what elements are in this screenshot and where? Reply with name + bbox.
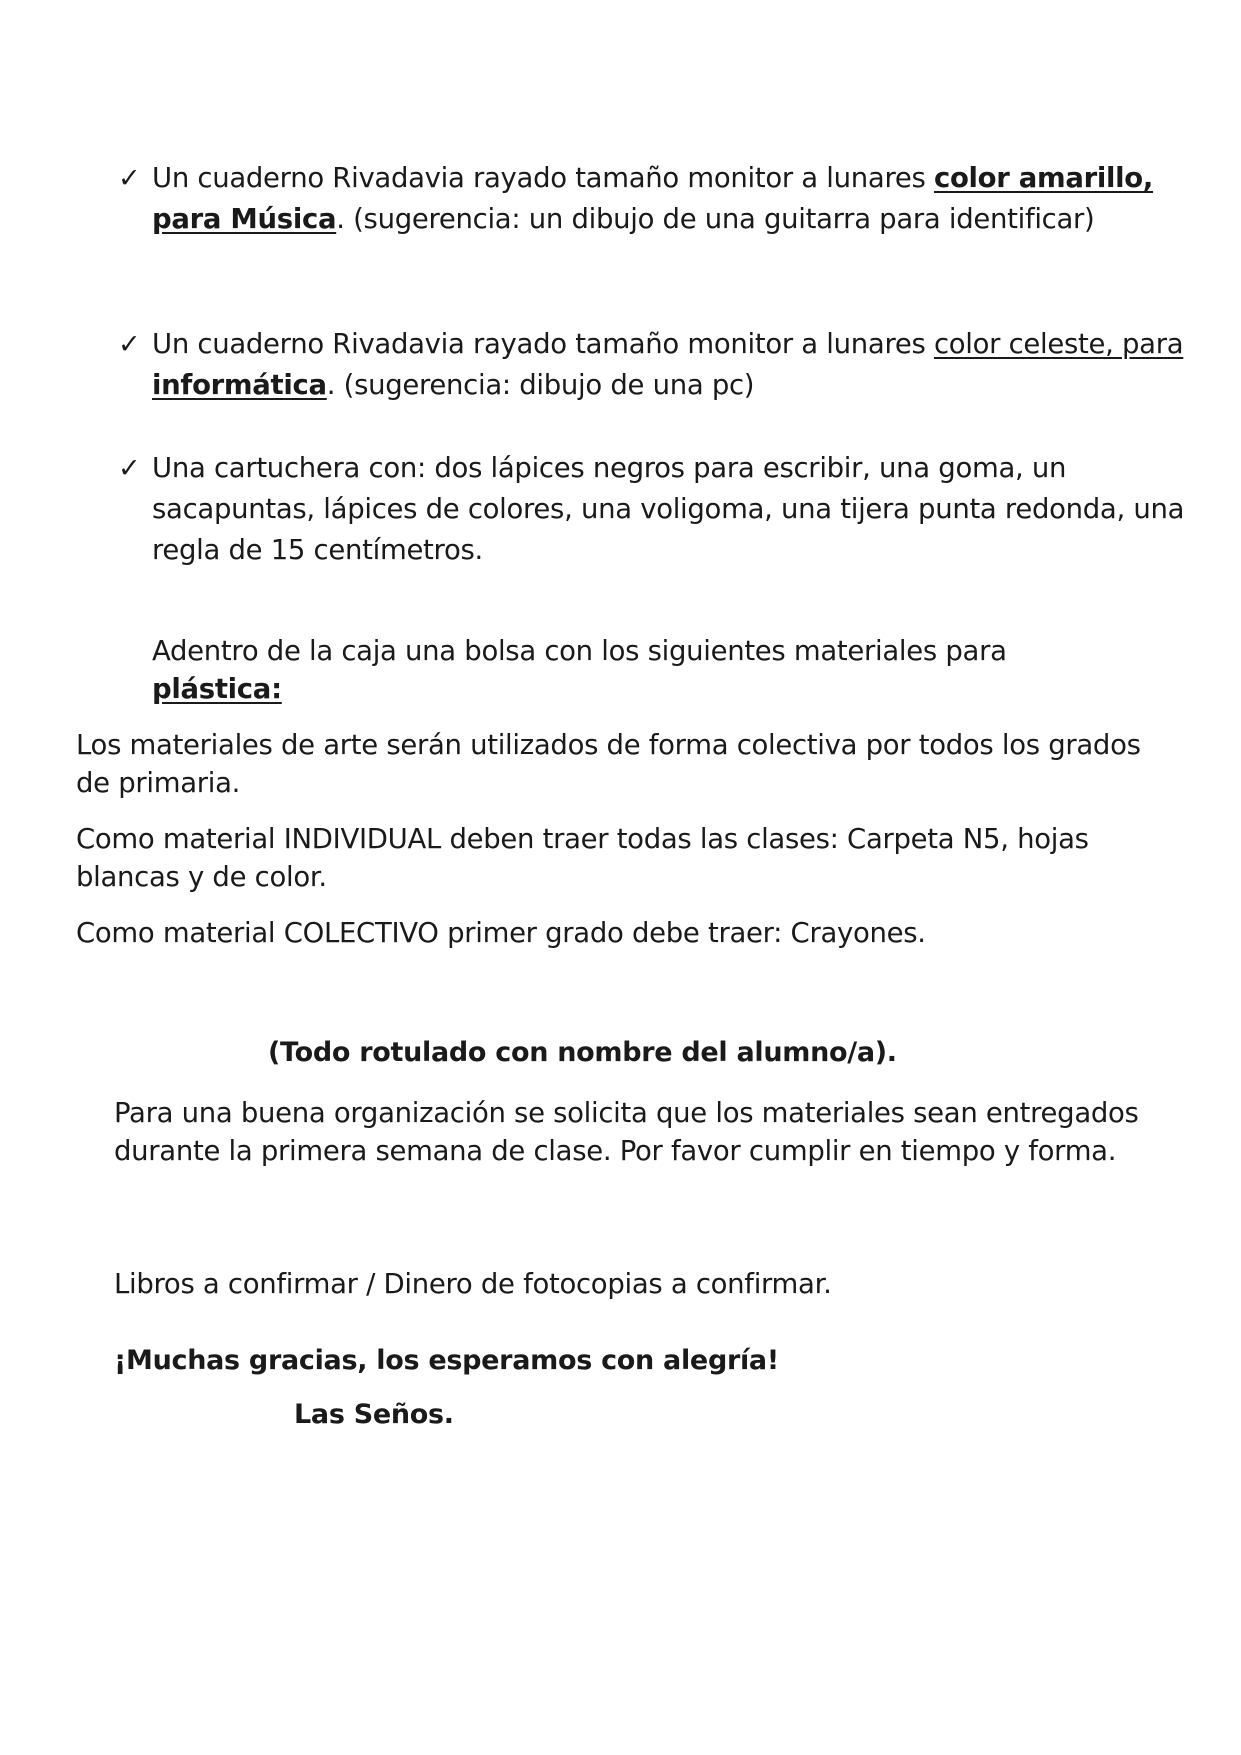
item-emphasis: informática (152, 369, 327, 401)
item-text: Un cuaderno Rivadavia rayado tamaño monitor a lunares (152, 162, 934, 194)
arte-paragraph-colectivo: Como material COLECTIVO primer grado debe traer: Crayones. (76, 917, 926, 949)
bolsa-text: Adentro de la caja una bolsa con los siguientes materiales para (152, 635, 1007, 667)
bolsa-emphasis: plástica: (152, 673, 282, 705)
check-mark-icon: ✓ (118, 329, 141, 360)
item-text: Un cuaderno Rivadavia rayado tamaño monitor a lunares (152, 328, 934, 360)
rotulado-note: (Todo rotulado con nombre del alumno/a). (268, 1037, 897, 1068)
item-underlined: color celeste, para (933, 328, 1184, 360)
libros-note: Libros a confirmar / Dinero de fotocopias a confirmar. (114, 1268, 832, 1300)
checklist-item-cartuchera (118, 448, 1192, 571)
organizacion-paragraph: Para una buena organización se solicita que los materiales sean entregados durante la primera semana de clase. Por favor cumplir en tiempo y forma. (114, 1097, 1139, 1167)
item-text: . (sugerencia: un dibujo de una guitarra para identificar) (336, 203, 1095, 235)
arte-paragraph-colectiva: Los materiales de arte serán utilizados de forma colectiva por todos los grados de primaria. (76, 729, 1141, 799)
item-text: Una cartuchera con: dos lápices negros para escribir, una goma, un sacapuntas, lápices de colores, una voligoma, una tijera punta redonda, una regla de 15 centímetros. (152, 452, 1185, 566)
gracias-note: ¡Muchas gracias, los esperamos con alegría! (114, 1345, 779, 1376)
checklist-item-musica (118, 158, 1192, 240)
bolsa-plastica-paragraph (152, 632, 1082, 708)
check-mark-icon: ✓ (118, 453, 141, 484)
checklist-item-informatica (118, 324, 1192, 406)
item-text: . (sugerencia: dibujo de una pc) (326, 369, 755, 401)
check-mark-icon: ✓ (118, 163, 141, 194)
firma: Las Seños. (294, 1399, 454, 1430)
item-emphasis: color amarillo, para Música (152, 162, 1154, 235)
arte-paragraph-individual: Como material INDIVIDUAL deben traer todas las clases: Carpeta N5, hojas blancas y de color. (76, 823, 1089, 893)
